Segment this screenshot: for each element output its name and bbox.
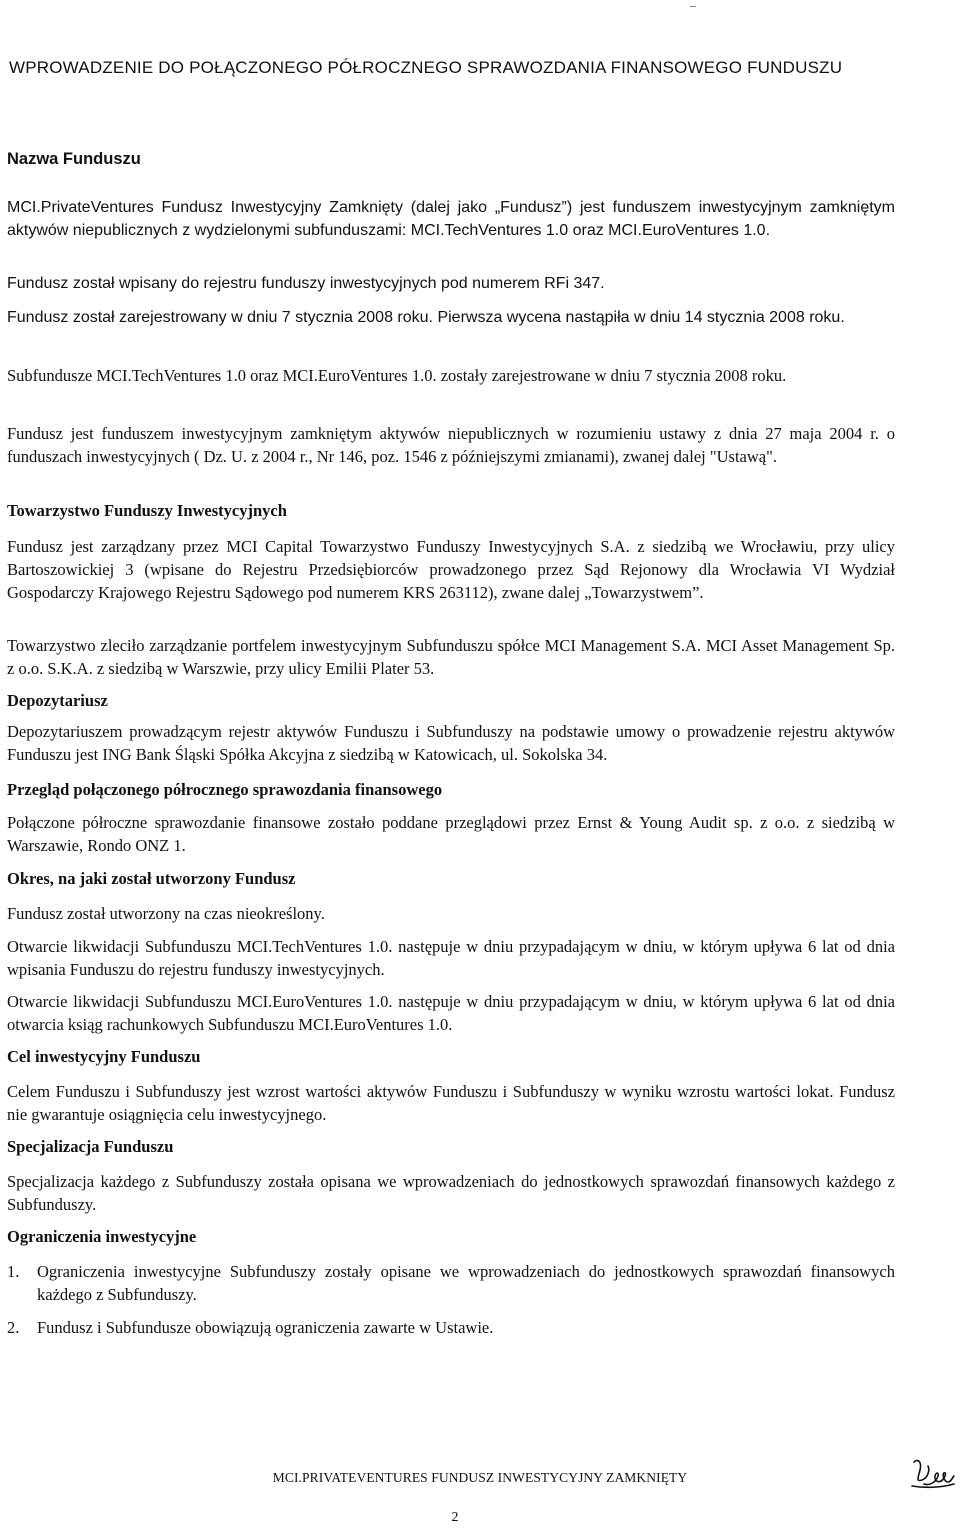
section-heading-specialization: Specjalizacja Funduszu <box>7 1137 174 1156</box>
section-heading-depositary: Depozytariusz <box>7 691 108 710</box>
paragraph-specialization: Specjalizacja każdego z Subfunduszy została opisana we wprowadzeniach do jednostkowych sprawozdań finansowych każdego z Subfunduszy. <box>7 1172 895 1214</box>
list-item-number: 2. <box>7 1318 20 1337</box>
page-number: 2 <box>451 1510 459 1525</box>
paragraph-investment-objective: Celem Funduszu i Subfunduszy jest wzrost wartości aktywów Funduszu i Subfunduszy w wyniku wzrostu wartości lokat. Fundusz nie gwarantuje osiągnięcia celu inwestycyjnego. <box>7 1082 895 1124</box>
paragraph-fund-registration-date: Fundusz został zarejestrowany w dniu 7 stycznia 2008 roku. Pierwsza wycena nastąpiła w dniu 14 stycznia 2008 roku. <box>7 309 845 326</box>
paragraph-fund-registry: Fundusz został wpisany do rejestru funduszy inwestycyjnych pod numerem RFi 347. <box>7 275 605 292</box>
paragraph-review: Połączone półroczne sprawozdanie finansowe zostało poddane przeglądowi przez Ernst & Young Audit sp. z o.o. z siedzibą w Warszawie, Rondo ONZ 1. <box>7 813 895 855</box>
list-item-text: Fundusz i Subfundusze obowiązują ograniczenia zawarte w Ustawie. <box>37 1318 494 1337</box>
section-heading-management-company: Towarzystwo Funduszy Inwestycyjnych <box>7 501 287 520</box>
page-footer: MCI.PRIVATEVENTURES FUNDUSZ INWESTYCYJNY ZAMKNIĘTY <box>272 1470 688 1485</box>
section-heading-duration: Okres, na jaki został utworzony Fundusz <box>7 869 296 888</box>
paragraph-management-company: Fundusz jest zarządzany przez MCI Capital Towarzystwo Funduszy Inwestycyjnych S.A. z siedzibą we Wrocławiu, przy ulicy Bartoszowickiej 3 (wpisane do Rejestru Przedsiębiorców prowadzonego przez Sąd Rejonowy dla Wrocławia VI Wydział Gospodarczy Krajowego Rejestru Sądowego pod numerem KRS 263112), zwane dalej „Towarzystwem”. <box>7 537 895 602</box>
handwritten-signature <box>908 1456 956 1492</box>
paragraph-depositary: Depozytariuszem prowadzącym rejestr aktywów Funduszu i Subfunduszy na podstawie umowy o prowadzenie rejestru aktywów Funduszu jest ING Bank Śląski Spółka Akcyjna z siedzibą w Katowicach, ul. Sokolska 34. <box>7 722 895 764</box>
section-heading-fund-name: Nazwa Funduszu <box>7 150 141 168</box>
paragraph-subfund-registration: Subfundusze MCI.TechVentures 1.0 oraz MCI.EuroVentures 1.0. zostały zarejestrowane w dniu 7 stycznia 2008 roku. <box>7 366 787 385</box>
paragraph-liquidation-techventures: Otwarcie likwidacji Subfunduszu MCI.TechVentures 1.0. następuje w dniu przypadającym w dniu, w którym upływa 6 lat od dnia wpisania Funduszu do rejestru funduszy inwestycyjnych. <box>7 937 895 979</box>
list-item <box>7 1316 895 1339</box>
document-title: WPROWADZENIE DO POŁĄCZONEGO PÓŁROCZNEGO SPRAWOZDANIA FINANSOWEGO FUNDUSZU <box>9 58 843 77</box>
paragraph-liquidation-euroventures: Otwarcie likwidacji Subfunduszu MCI.EuroVentures 1.0. następuje w dniu przypadającym w dniu, w którym upływa 6 lat od dnia otwarcia ksiąg rachunkowych Subfunduszu MCI.EuroVentures 1.0. <box>7 992 895 1034</box>
list-item <box>7 1260 895 1306</box>
paragraph-portfolio-management: Towarzystwo zleciło zarządzanie portfelem inwestycyjnym Subfunduszu spółce MCI Management S.A. MCI Asset Management Sp. z o.o. S.K.A. z siedzibą w Warszwie, przy ulicy Emilii Plater 53. <box>7 636 895 678</box>
list-item-number: 1. <box>7 1262 20 1281</box>
paragraph-duration: Fundusz został utworzony na czas nieokreślony. <box>7 904 325 923</box>
scan-mark <box>690 6 696 7</box>
list-item-text: Ograniczenia inwestycyjne Subfunduszy zostały opisane we wprowadzeniach do jednostkowych sprawozdań finansowych każdego z Subfunduszy. <box>37 1262 895 1304</box>
section-heading-investment-objective: Cel inwestycyjny Funduszu <box>7 1047 201 1066</box>
section-heading-investment-restrictions: Ograniczenia inwestycyjne <box>7 1227 197 1246</box>
paragraph-fund-legal-basis: Fundusz jest funduszem inwestycyjnym zamkniętym aktywów niepublicznych w rozumieniu ustawy z dnia 27 maja 2004 r. o funduszach inwestycyjnych ( Dz. U. z 2004 r., Nr 146, poz. 1546 z późniejszymi zmianami), zwanej dalej "Ustawą". <box>7 424 895 466</box>
paragraph-fund-description: MCI.PrivateVentures Fundusz Inwestycyjny Zamknięty (dalej jako „Fundusz”) jest funduszem inwestycyjnym zamkniętym aktywów niepublicznych z wydzielonymi subfunduszami: MCI.TechVentures 1.0 oraz MCI.EuroVentures 1.0. <box>7 199 895 239</box>
section-heading-review: Przegląd połączonego półrocznego sprawozdania finansowego <box>7 780 443 799</box>
